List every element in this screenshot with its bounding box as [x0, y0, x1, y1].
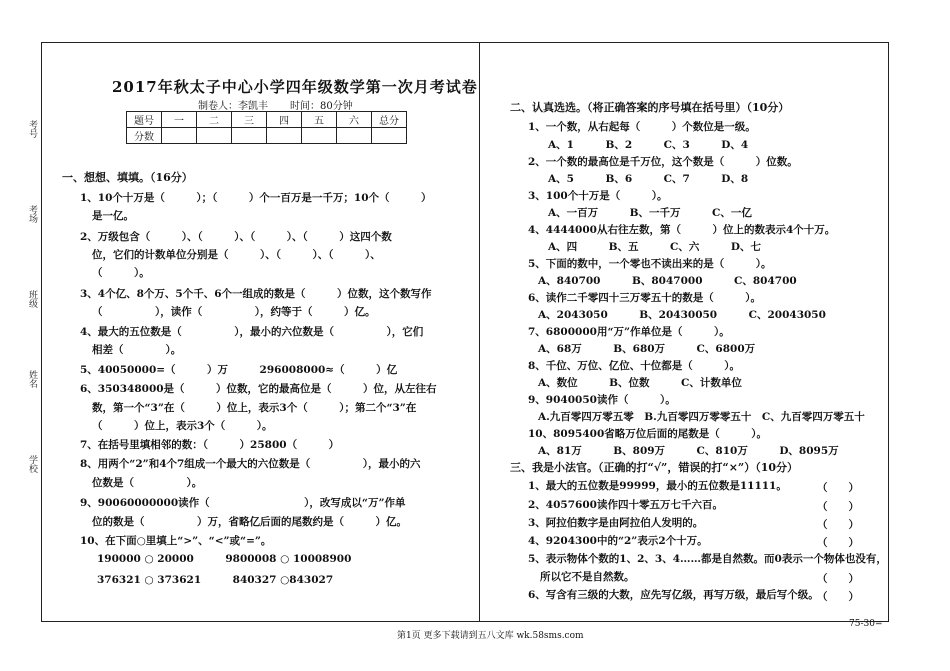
question-line: 位数是（ ）。: [92, 477, 203, 489]
score-cell: [372, 128, 407, 144]
score-cell: 四: [267, 112, 302, 128]
judge-line: 3、阿拉伯数字是由阿拉伯人发明的。: [528, 517, 704, 529]
side-label-school: 学校: [27, 455, 37, 473]
score-cell: 一: [162, 112, 197, 128]
score-cell: [302, 128, 337, 144]
judge-line: 所以它不是自然数。: [540, 571, 635, 583]
section-3-heading: 三、我是小法官。（正确的打“√”，错误的打“×”）（10分）: [510, 461, 799, 474]
choice-line: A、840700 B、8047000 C、804700: [538, 275, 797, 287]
question-line: 位，它们的计数单位分别是（ ）、（ ）、（ ）、: [92, 249, 381, 261]
side-label-exam-room: 考场: [27, 205, 37, 223]
center-divider: [479, 43, 480, 621]
choice-line: A.九百零四万零五零 B.九百零四万零零五十 C、九百零四万零五十: [538, 411, 865, 423]
score-cell: [337, 128, 372, 144]
question-line: 2、一个数的最高位是千万位，这个数是（ ）位数。: [528, 156, 798, 168]
question-line: 4、4444000从右往左数，第（ ）位上的数表示4个十万。: [528, 224, 836, 236]
score-cell: 题号: [127, 112, 162, 128]
section-1-heading: 一、想想、填填。（16分）: [62, 171, 193, 184]
compare-row: 376321 ○ 373621 840327 ○843027: [97, 574, 334, 586]
question-line: 3、100个十万是（ ）。: [528, 190, 668, 202]
answer-blank: （ ）: [817, 519, 859, 531]
question-line: （ ）位上，表示3个（ ）。: [92, 420, 273, 432]
question-line: 1、10个十万是（ ）；（ ）个一百万是一千万；10个（ ）: [80, 192, 432, 204]
choice-line: A、5 B、6 C、7 D、8: [548, 173, 749, 185]
score-cell: [232, 128, 267, 144]
question-line: 数，第一个“3”在（ ）位上，表示3个（ ）；第二个“3”在: [92, 402, 417, 414]
question-line: 10、8095400省略万位后面的尾数是（ ）。: [528, 428, 768, 440]
question-line: （ ），读作（ ），约等于（ ）亿。: [92, 306, 376, 318]
score-cell: 五: [302, 112, 337, 128]
section-2-heading: 二、认真选选。（将正确答案的序号填在括号里）（10分）: [510, 101, 790, 114]
side-label-exam-number: 考号: [27, 120, 37, 138]
judge-line: 2、4057600读作四十零五万七千六百。: [528, 499, 723, 511]
side-label-class: 班级: [27, 290, 37, 308]
question-line: 相差（ ）。: [92, 344, 182, 356]
question-line: 6、读作二千零四十三万零五十的数是（ ）。: [528, 292, 762, 304]
page-stamp: 75-30=: [849, 619, 883, 629]
author-info: 制卷人：李凯丰: [198, 101, 268, 112]
question-line: 1、一个数，从右起每（ ）个数位是一级。: [528, 121, 756, 133]
question-line: 8、用两个“2”和4个7组成一个最大的六位数是（ ），最小的六: [80, 458, 421, 470]
question-line: 7、在括号里填相邻的数：（ ）25800（ ）: [80, 439, 340, 451]
question-line: 8、千位、万位、亿位、十位都是（ ）。: [528, 360, 741, 372]
choice-line: A、数位 B、位数 C、计数单位: [538, 377, 742, 389]
question-line: （ ）。: [92, 267, 150, 279]
score-table: [126, 111, 407, 144]
choice-line: A、68万 B、680万 C、6800万: [538, 343, 756, 355]
question-line: 是一亿。: [92, 210, 134, 222]
choice-line: A、81万 B、809万 C、810万 D、8095万: [538, 445, 839, 457]
question-line: 2、万级包含（ ）、（ ）、（ ）、（ ）这四个数: [80, 231, 392, 243]
score-cell: [267, 128, 302, 144]
question-line: 3、4个亿、8个万、5个千、6个一组成的数是（ ）位数，这个数写作: [80, 288, 432, 300]
judge-line: 1、最大的五位数是99999，最小的五位数是11111。: [528, 480, 787, 492]
score-cell: 二: [197, 112, 232, 128]
choice-line: A、一百万 B、一千万 C、一亿: [548, 207, 752, 219]
question-line: 5、40050000=（ ）万 296008000≈（ ）亿: [80, 364, 398, 376]
score-cell: 分数: [127, 128, 162, 144]
page-title: 2017年秋太子中心小学四年级数学第一次月考试卷: [112, 78, 478, 96]
question-line: 7、6800000用“万”作单位是（ ）。: [528, 326, 730, 338]
score-cell: 六: [337, 112, 372, 128]
choice-line: A、1 B、2 C、3 D、4: [548, 139, 749, 151]
question-line: 9、9040050读作（ ）。: [528, 394, 676, 406]
score-cell: [197, 128, 232, 144]
score-table-score-row: [127, 128, 407, 144]
answer-blank: （ ）: [817, 537, 859, 549]
choice-line: A、2043050 B、20430050 C、20043050: [538, 309, 826, 321]
question-line: 9、90060000000读作（ ），改写成以“万”作单: [80, 497, 406, 509]
side-label-name: 姓名: [27, 370, 37, 388]
judge-line: 6、写含有三级的大数，应先写亿级，再写万级，最后写个级。: [528, 589, 819, 601]
judge-line: 5、表示物体个数的1、2、3、4……都是自然数。而0表示一个物体也没有，: [528, 553, 887, 565]
choice-line: A、四 B、五 C、六 D、七: [548, 241, 761, 253]
page-footer: 第1页 更多下载请到五八文库 wk.58sms.com: [397, 631, 584, 641]
score-table-header-row: [127, 112, 407, 128]
question-line: 5、下面的数中，一个零也不读出来的是（ ）。: [528, 258, 772, 270]
time-info: 时间：80分钟: [290, 101, 353, 112]
score-cell: [162, 128, 197, 144]
answer-blank: （ ）: [817, 591, 859, 603]
question-line: 6、350348000是（ ）位数，它的最高位是（ ）位，从左往右: [80, 383, 437, 395]
question-line: 位的数是（ ）万，省略亿后面的尾数约是（ ）亿。: [92, 516, 407, 528]
answer-blank: （ ）: [817, 501, 859, 513]
answer-blank: （ ）: [817, 482, 859, 494]
score-cell: 总分: [372, 112, 407, 128]
judge-line: 4、9204300中的“2”表示2个十万。: [528, 535, 708, 547]
answer-blank: （ ）: [817, 573, 859, 585]
compare-row: 190000 ○ 20000 9800008 ○ 10008900: [97, 553, 352, 565]
question-line: 10、在下面○里填上“>”、“<”或“=”。: [80, 535, 272, 547]
score-cell: 三: [232, 112, 267, 128]
question-line: 4、最大的五位数是（ ），最小的六位数是（ ），它们: [80, 326, 424, 338]
